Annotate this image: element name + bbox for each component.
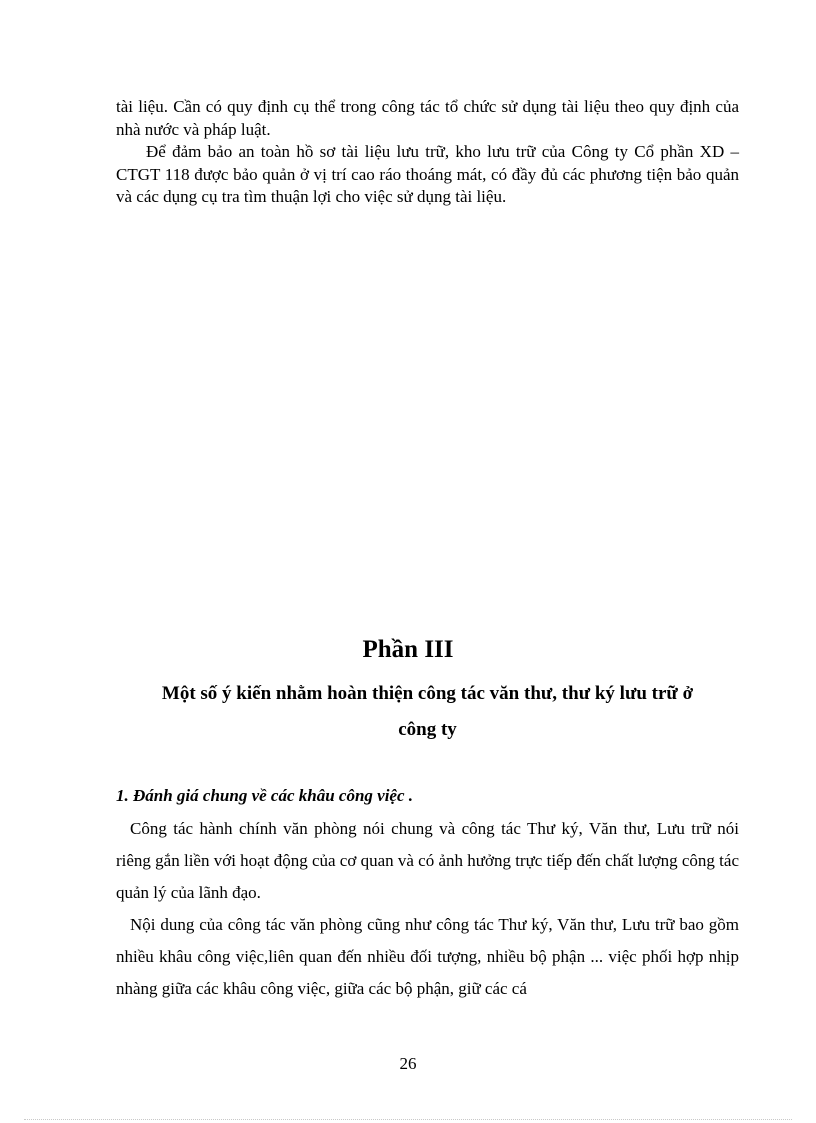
page-bottom-divider (24, 1119, 792, 1120)
paragraph-admin-work: Công tác hành chính văn phòng nói chung và công tác Thư ký, Văn thư, Lưu trữ nói riêng gắn liền với hoạt động của cơ quan và có ảnh hưởng trực tiếp đến chất lượng công tác quản lý của lãnh đạo. (116, 819, 739, 902)
part-title: Phần III (362, 636, 454, 663)
part-subtitle-line-2: công ty (398, 719, 457, 740)
paragraph-document-usage: tài liệu. Cần có quy định cụ thể trong công tác tổ chức sử dụng tài liệu theo quy định của nhà nước và pháp luật. (116, 97, 739, 139)
paragraph-office-work: Nội dung của công tác văn phòng cũng như công tác Thư ký, Văn thư, Lưu trữ bao gồm nhiều khâu công việc,liên quan đến nhiều đối tượng, nhiều bộ phận ... việc phối hợp nhịp nhàng giữa các khâu công việc, giữa các bộ phận, giữ các cá (116, 915, 739, 998)
section-heading: 1. Đánh giá chung về các khâu công việc . (116, 786, 414, 805)
page-number: 26 (399, 1054, 417, 1073)
paragraph-archive-safety: Để đảm bảo an toàn hồ sơ tài liệu lưu trữ, kho lưu trữ của Công ty Cổ phần XD – CTGT 118 được bảo quản ở vị trí cao ráo thoáng mát, có đầy đủ các phương tiện bảo quản và các dụng cụ tra tìm thuận lợi cho việc sử dụng tài liệu. (116, 142, 739, 206)
part-subtitle-line-1: Một số ý kiến nhằm hoàn thiện công tác văn thư, thư ký lưu trữ ở (161, 683, 694, 704)
section-body (116, 813, 739, 1005)
continued-text-block (116, 96, 739, 209)
part-subtitle (116, 676, 739, 748)
